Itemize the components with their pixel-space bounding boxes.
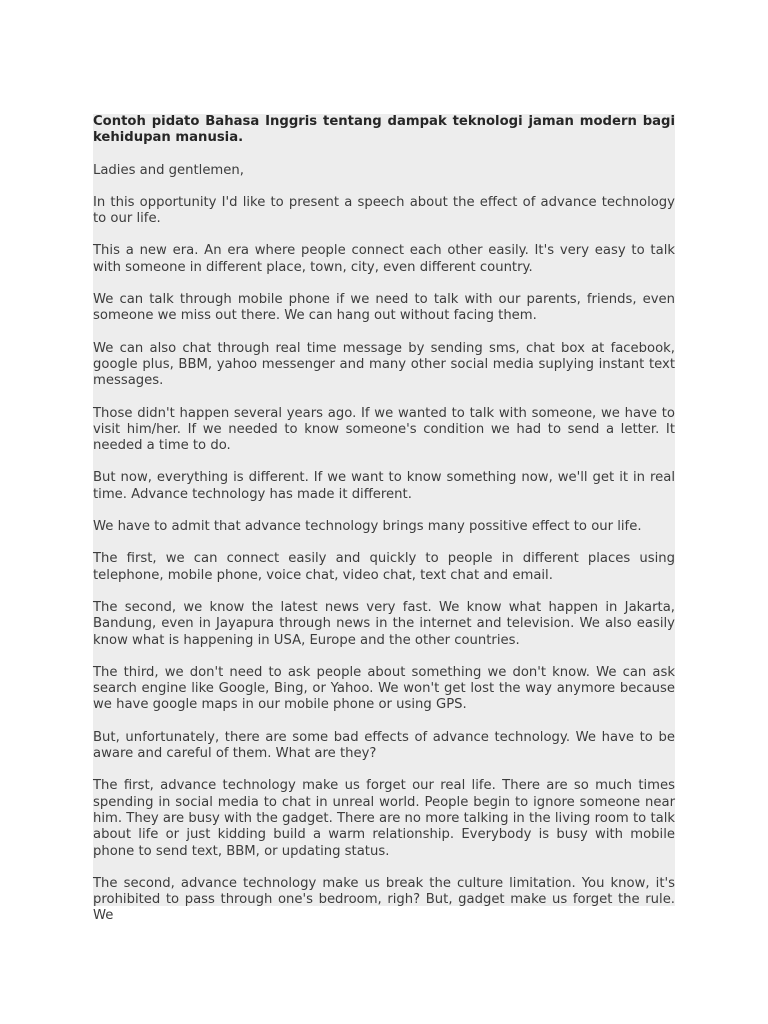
paragraph: The second, we know the latest news very fast. We know what happen in Jakarta, Bandung, even in Jayapura through news in the internet and television. We also easily know what is happening in USA, Europe and the other countries. <box>93 599 675 648</box>
paragraph: The third, we don't need to ask people about something we don't know. We can ask search engine like Google, Bing, or Yahoo. We won't get lost the way anymore because we have google maps in our mobile phone or using GPS. <box>93 664 675 713</box>
paragraph: We have to admit that advance technology brings many possitive effect to our life. <box>93 519 642 535</box>
paragraph: Ladies and gentlemen, <box>93 162 244 178</box>
paragraph: The first, advance technology make us forget our real life. There are so much times spending in social media to chat in unreal world. People begin to ignore someone near him. They are busy with the gadget. There are no more talking in the living room to talk about life or just kidding build a warm relationship. Everybody is busy with mobile phone to send text, BBM, or updating status. <box>93 778 675 859</box>
paragraph: But now, everything is different. If we want to know something now, we'll get it in real time. Advance technology has made it different. <box>93 470 675 502</box>
paragraph: We can talk through mobile phone if we need to talk with our parents, friends, even someone we miss out there. We can hang out without facing them. <box>93 292 675 324</box>
document-title: Contoh pidato Bahasa Inggris tentang dampak teknologi jaman modern bagi kehidupan manusia. <box>93 114 675 146</box>
paragraph: The second, advance technology make us break the culture limitation. You know, it's prohibited to pass through one's bedroom, righ? But, gadget make us forget the rule. We <box>93 875 675 924</box>
paragraph: But, unfortunately, there are some bad effects of advance technology. We have to be aware and careful of them. What are they? <box>93 729 675 762</box>
paragraph: We can also chat through real time message by sending sms, chat box at facebook, google plus, BBM, yahoo messenger and many other social media suplying instant text messages. <box>93 340 675 389</box>
paragraph: The first, we can connect easily and quickly to people in different places using telephone, mobile phone, voice chat, video chat, text chat and email. <box>93 551 675 583</box>
paragraph: In this opportunity I'd like to present a speech about the effect of advance technology to our life. <box>93 194 675 227</box>
paragraph: This a new era. An era where people connect each other easily. It's very easy to talk with someone in different place, town, city, even different country. <box>93 243 675 275</box>
paragraph: Those didn't happen several years ago. If we wanted to talk with someone, we have to visit him/her. If we needed to know someone's condition we had to send a letter. It needed a time to do. <box>93 405 675 454</box>
speech-text-block <box>93 114 675 924</box>
